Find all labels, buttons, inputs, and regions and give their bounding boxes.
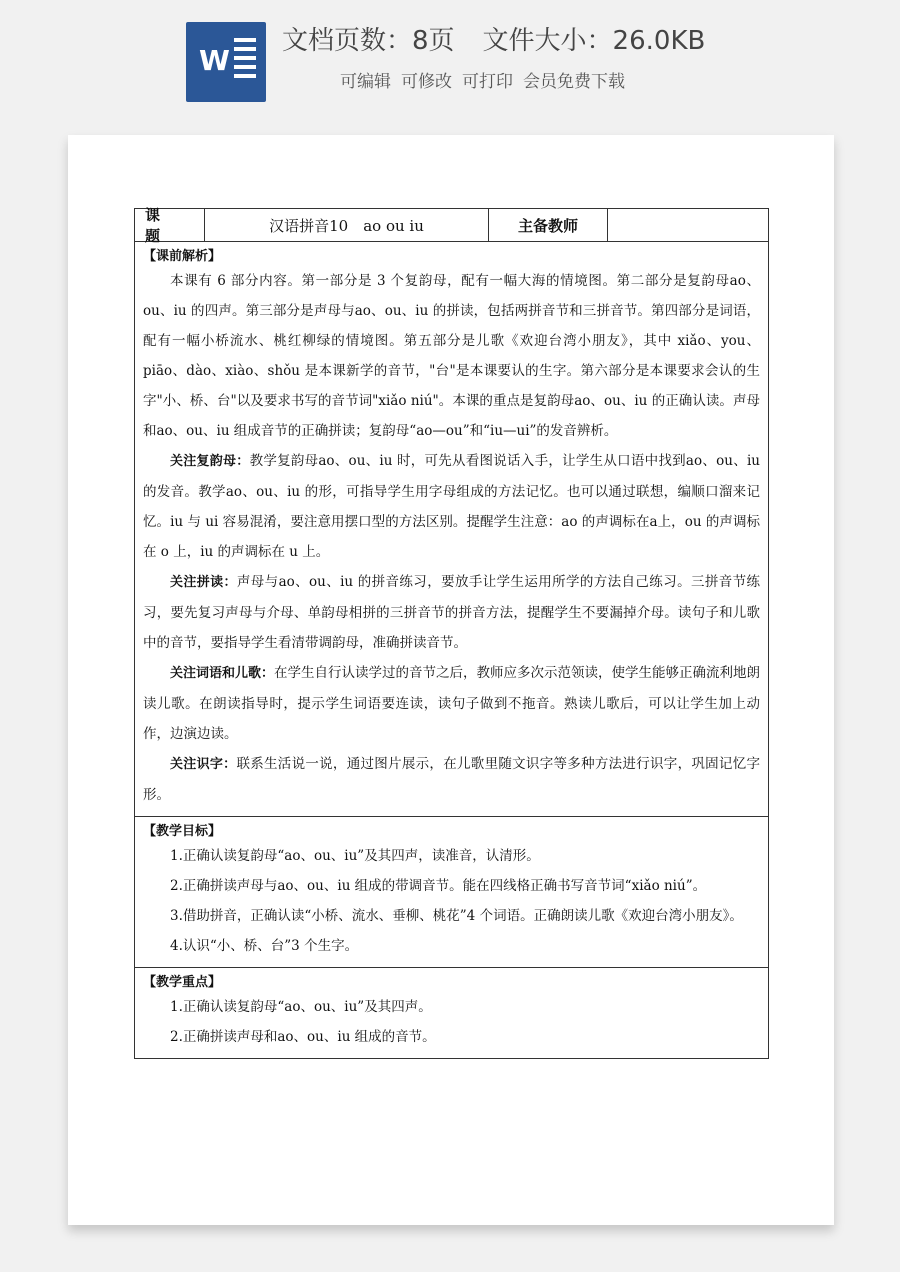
file-info [282,20,733,57]
teacher-label: 主备教师 [489,209,608,241]
teacher-value [608,209,768,241]
pre-lesson-analysis-section [135,242,768,817]
document-page [68,135,834,1225]
analysis-paragraph-1: 本课有 6 部分内容。第一部分是 3 个复韵母，配有一幅大海的情境图。第二部分是复韵母ao、ou、iu 的四声。第三部分是声母与ao、ou、iu 的拼读，包括两拼音节和三拼音节。第四部分是词语，配有一幅小桥流水、桃红柳绿的情境图。第五部分是儿歌《欢迎台湾小朋友》，其中 xiǎo、you、piāo、dào、xiào、shǒu 是本课新学的音节，"台"是本课要认的生字。第六部分是本课要求会认的生字"小、桥、台"以及要求书写的音节词"xiǎo niú"。本课的重点是复韵母ao、ou、iu 的正确认读。声母和ao、ou、iu 组成音节的正确拼读；复韵母“ao—ou”和“iu—ui”的发音辨析。 [143,273,760,439]
word-icon [186,22,266,102]
analysis-title: 【课前解析】 [143,249,222,264]
analysis-paragraph-5: 关注识字：联系生活说一说，通过图片展示，在儿歌里随文识字等多种方法进行识字，巩固记忆字形。 [143,756,760,803]
feature-printable: 可打印 [462,72,513,92]
feature-list [340,67,635,92]
goal-item: 3.借助拼音，正确认读“小桥、流水、垂柳、桃花”4 个词语。正确朗读儿歌《欢迎台湾小朋友》。 [170,908,743,924]
goal-item: 1.正确认读复韵母“ao、ou、iu”及其四声，读准音，认清形。 [170,848,540,864]
topic-label: 课 题 [135,209,205,241]
feature-member-download: 会员免费下载 [523,72,625,92]
goal-item: 4.认识“小、桥、台”3 个生字。 [170,938,359,954]
feature-editable: 可编辑 [340,72,391,92]
goals-title: 【教学目标】 [143,824,222,839]
focus-label-characters: 关注识字： [170,757,237,772]
analysis-paragraph-3: 关注拼读：声母与ao、ou、iu 的拼音练习，要放手让学生运用所学的方法自己练习。三拼音节练习，要先复习声母与介母、单韵母相拼的三拼音节的拼音方法，提醒学生不要漏掉介母。读句子和儿歌中的音节，要指导学生看清带调韵母，准确拼读音节。 [143,574,760,651]
feature-modifiable: 可修改 [401,72,452,92]
analysis-paragraph-2: 关注复韵母：教学复韵母ao、ou、iu 时，可先从看图说话入手，让学生从口语中找到ao、ou、iu 的发音。教学ao、ou、iu 的形，可指导学生用字母组成的方法记忆。也可以通过联想，编顺口溜来记忆。iu 与 ui 容易混淆，要注意用摆口型的方法区别。提醒学生注意：ao 的声调标在a上，ou 的声调标在 o 上，iu 的声调标在 u 上。 [143,453,760,560]
topic-value: 汉语拼音10 ao ou iu [205,209,489,241]
header-row [135,206,768,245]
focus-label-spelling: 关注拼读： [170,575,237,590]
key-points-section [135,968,768,1058]
goal-item: 2.正确拼读声母与ao、ou、iu 组成的带调音节。能在四线格正确书写音节词“xiǎo niú”。 [170,878,707,894]
word-icon-letter: W [199,44,230,77]
focus-label-words: 关注词语和儿歌： [170,666,275,681]
lesson-plan-table [134,208,769,1059]
keypoint-item: 2.正确拼读声母和ao、ou、iu 组成的音节。 [170,1029,436,1045]
focus-label-finals: 关注复韵母： [170,454,250,469]
keypoints-title: 【教学重点】 [143,975,222,990]
file-size: 文件大小：26.0KB [482,26,706,56]
keypoint-item: 1.正确认读复韵母“ao、ou、iu”及其四声。 [170,999,432,1015]
page-count: 文档页数：8页 [282,26,455,56]
teaching-goals-section [135,817,768,968]
analysis-paragraph-4: 关注词语和儿歌：在学生自行认读学过的音节之后，教师应多次示范领读，使学生能够正确流利地朗读儿歌。在朗读指导时，提示学生词语要连读，读句子做到不拖音。熟读儿歌后，可以让学生加上动作，边演边读。 [143,665,761,742]
download-banner [0,0,900,115]
